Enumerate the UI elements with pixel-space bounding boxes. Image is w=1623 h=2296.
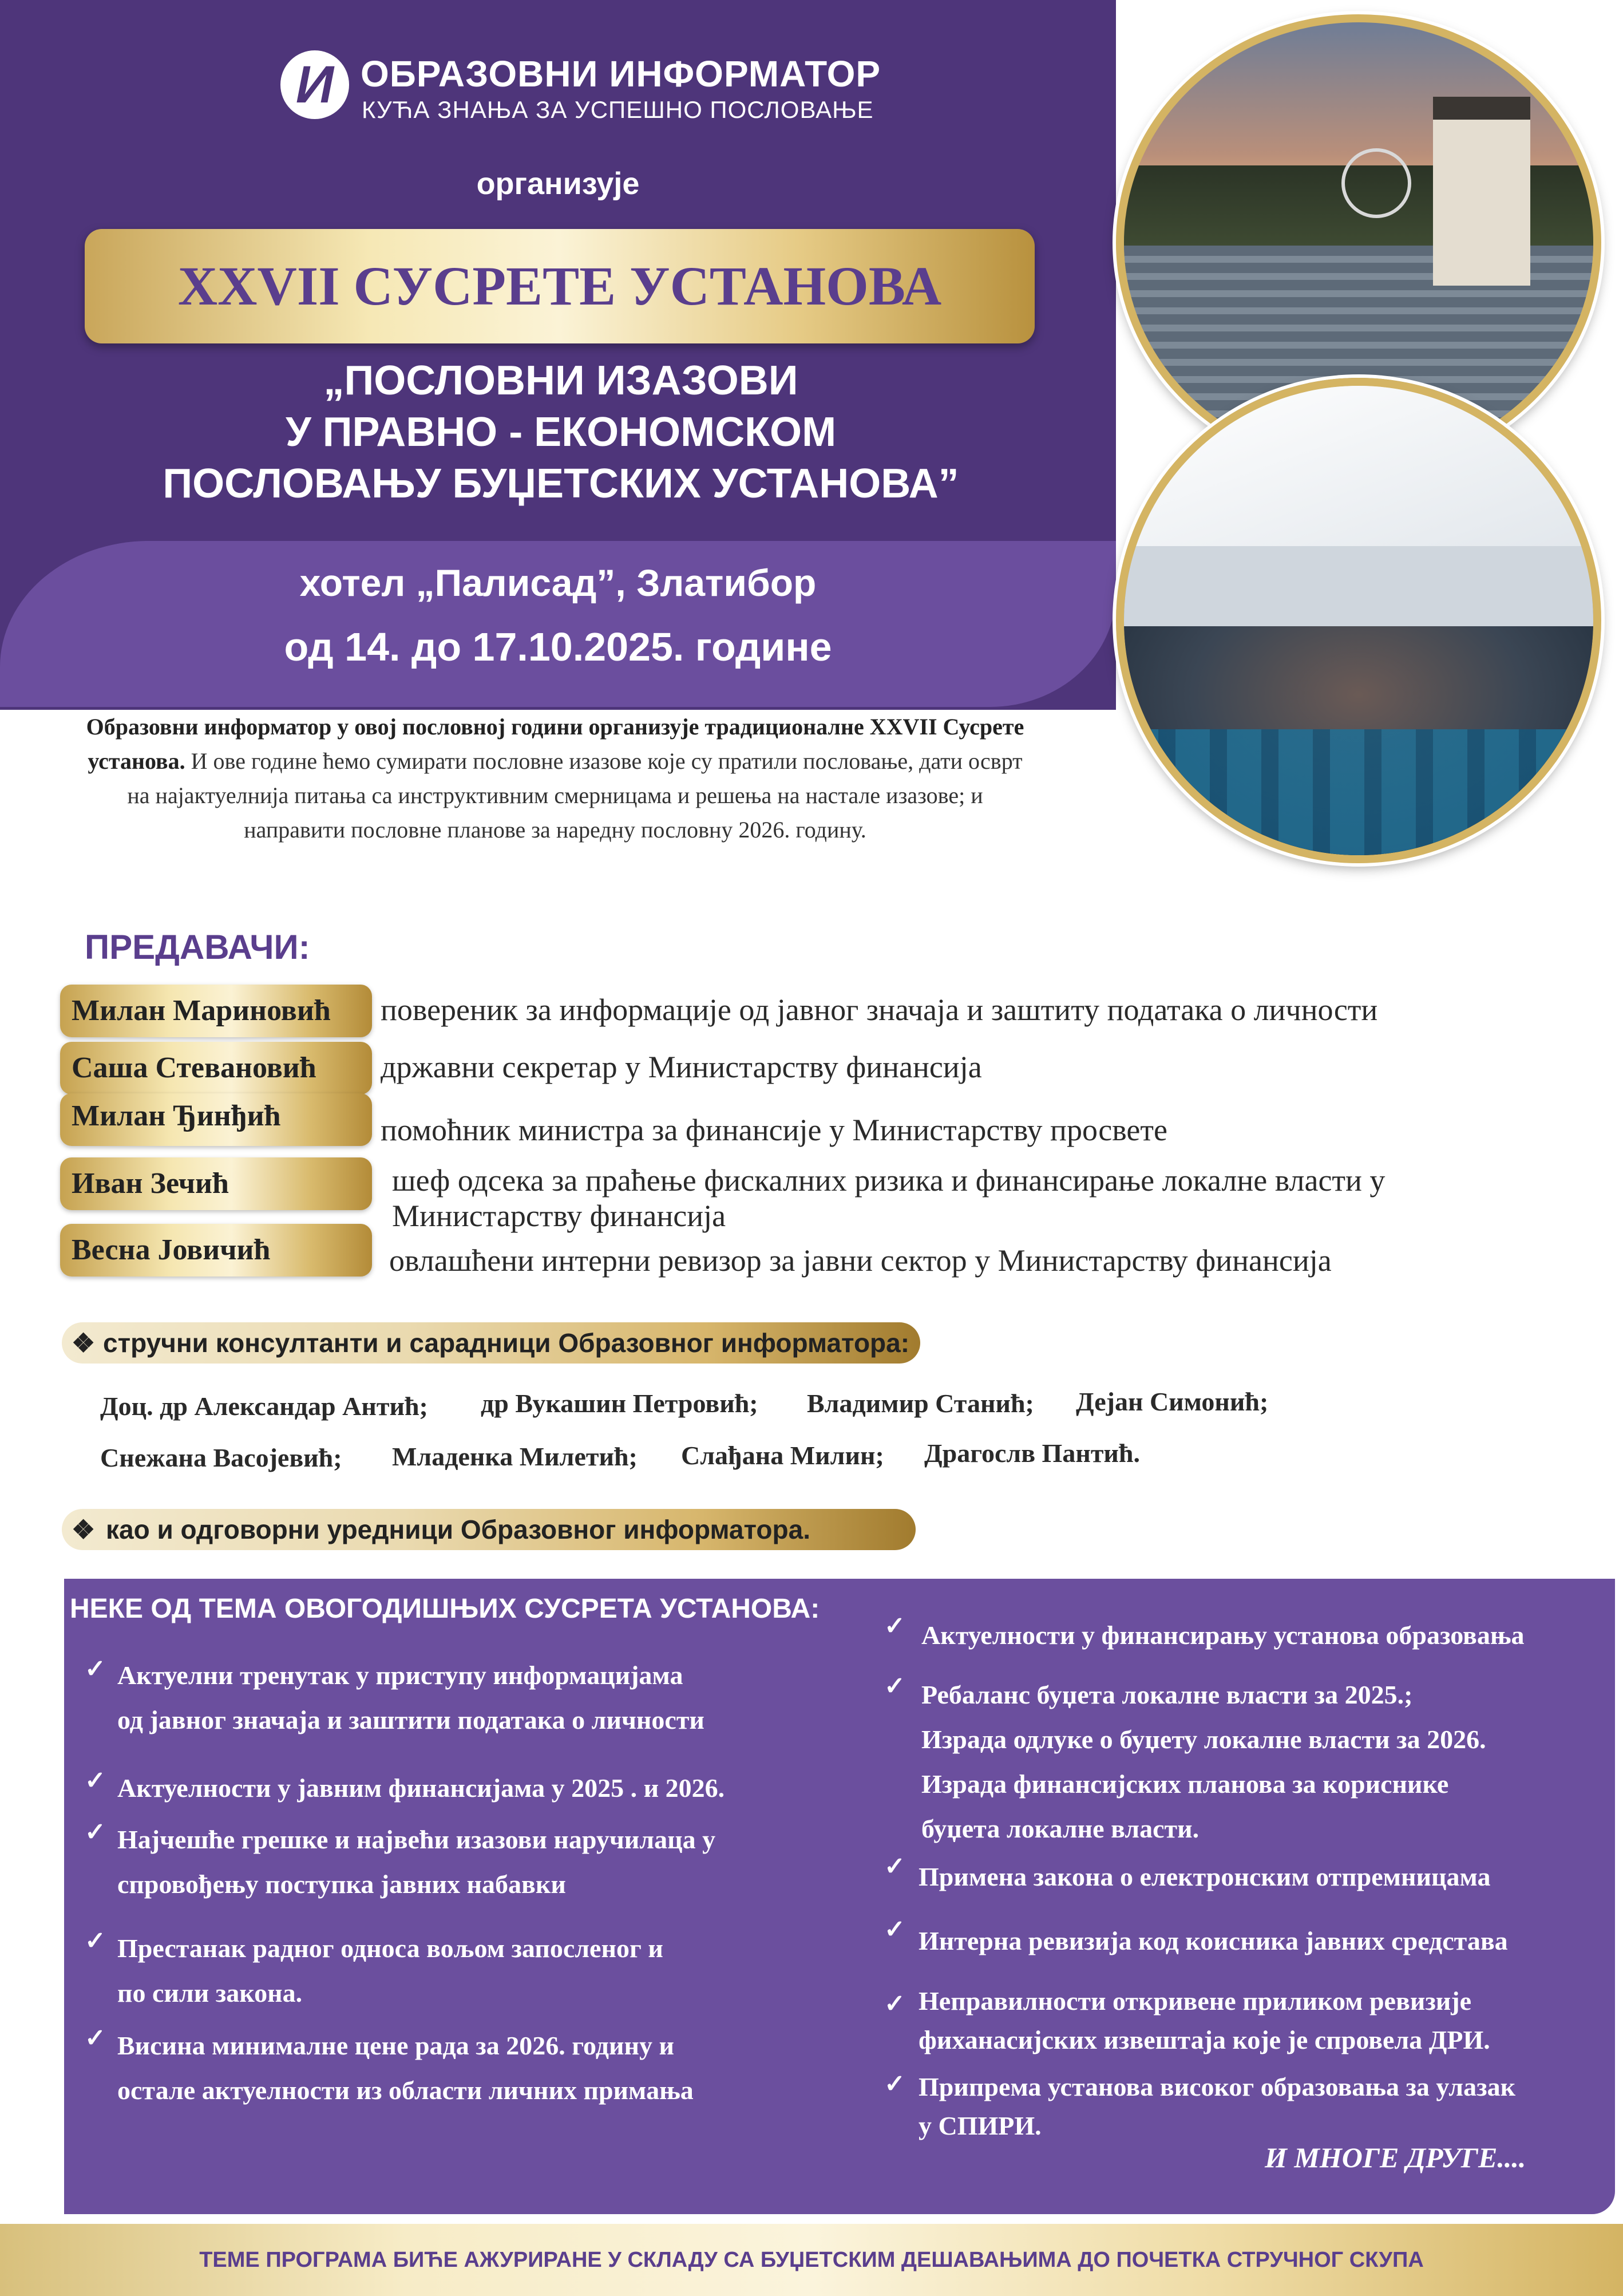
consultant-name: Драгослв Пантић. — [924, 1439, 1141, 1468]
speaker-role: државни секретар у Министарству финансија — [381, 1050, 982, 1084]
logo-icon: И — [280, 50, 349, 119]
topic-item: Интерна ревизија код коисника јавних средстава — [919, 1926, 1508, 1955]
topic-item: Престанак радног односа вољом запосленог и по сили закона. — [117, 1934, 663, 2007]
check-icon: ✓ — [884, 1672, 905, 1700]
check-icon: ✓ — [884, 1852, 905, 1880]
diamond-icon: ❖ — [72, 1328, 96, 1358]
organizes-label: организује — [476, 167, 640, 201]
check-icon: ✓ — [884, 2070, 905, 2098]
venue: хотел „Палисад”, Златибор — [299, 562, 817, 604]
topic-item: Ребаланс буџета локалне власти за 2025.; Израда одлуке о буџету локалне власти за 2026. Израда финансијских планова за кориснике буџета локалне власти. — [921, 1680, 1486, 1843]
speaker-role: повереник за информације од јавног значаја и заштиту података о личности — [381, 993, 1378, 1027]
consultant-name: Владимир Станић; — [807, 1389, 1034, 1418]
consultant-name: Доц. др Александар Антић; — [100, 1392, 428, 1421]
check-icon: ✓ — [85, 1927, 106, 1955]
speakers-title: ПРЕДАВАЧИ: — [85, 928, 310, 966]
topic-item: Актуелности у јавним финансијама у 2025 . и 2026. — [117, 1773, 725, 1803]
intro-bold: Образовни информатор у овој пословној години организује традиционалне XXVII Сусрете установа. — [86, 714, 1024, 774]
event-title: XXVII СУСРЕТЕ УСТАНОВА — [177, 255, 942, 317]
logo-subtitle: КУЋА ЗНАЊА ЗА УСПЕШНО ПОСЛОВАЊЕ — [362, 96, 874, 123]
diamond-icon: ❖ — [72, 1515, 96, 1544]
topic-item: Актуелни тренутак у приступу информацијама од јавног значаја и заштити података о личности — [117, 1661, 704, 1734]
subtitle-line-1: „ПОСЛОВНИ ИЗАЗОВИ — [323, 358, 798, 404]
speaker-role-continued: Министарству финансија — [392, 1199, 726, 1233]
speaker-name: Саша Стевановић — [72, 1052, 316, 1084]
check-icon: ✓ — [884, 1915, 905, 1943]
topic-item: Неправилности откривене приликом ревизије фиханасијских извештаја које је спровела ДРИ. — [919, 1986, 1490, 2054]
check-icon: ✓ — [85, 1655, 106, 1683]
consultant-name: Дејан Симонић; — [1076, 1387, 1269, 1416]
topic-item: Најчешће грешке и највећи изазови наручилаца у спровођењу поступка јавних набавки — [117, 1825, 716, 1899]
check-icon: ✓ — [884, 1990, 905, 2018]
speaker-name: Иван Зечић — [72, 1167, 229, 1200]
subtitle-line-2: У ПРАВНО - ЕКОНОМСКОМ — [285, 409, 837, 455]
conference-hall-photo — [1116, 378, 1601, 863]
intro-text: И ове године ћемо сумирати пословне изазове које су пратили пословање, дати осврт на најактуелнија питања са инструктивним смерницама и решења на настале изазове; и направити пословне планове за наредну пословну 2026. годину. — [127, 748, 1023, 843]
event-subtitle — [114, 355, 1007, 509]
topic-item: Актуелности у финансирању установа образовања — [921, 1621, 1525, 1650]
speaker-role: овлашћени интерни ревизор за јавни сектор у Министарству финансија — [389, 1243, 1332, 1278]
check-icon: ✓ — [85, 1767, 106, 1795]
subtitle-line-3: ПОСЛОВАЊУ БУЏЕТСКИХ УСТАНОВА” — [163, 461, 959, 507]
check-icon: ✓ — [85, 2024, 106, 2052]
speaker-name: Весна Јовичић — [72, 1234, 271, 1266]
consultant-name: Снежана Васојевић; — [100, 1443, 342, 1472]
intro-paragraph — [86, 710, 1024, 847]
speaker-name: Милан Мариновић — [72, 994, 331, 1027]
more-topics: И МНОГЕ ДРУГЕ.... — [1265, 2141, 1526, 2174]
consultant-name: Младенка Милетић; — [392, 1442, 638, 1471]
speaker-role: шеф одсека за праћење фискалних ризика и финансирање локалне власти у — [392, 1163, 1386, 1198]
speaker-role: помоћник министра за финансије у Министарству просвете — [381, 1113, 1167, 1147]
topic-item: Припрема установа високог образовања за улазак у СПИРИ. — [919, 2072, 1516, 2140]
check-icon: ✓ — [884, 1612, 905, 1640]
consultants-label: стручни консултанти и сарадници Образовног информатора: — [103, 1328, 910, 1358]
consultant-name: Слађана Милин; — [681, 1441, 884, 1470]
consultant-name: др Вукашин Петровић; — [481, 1389, 758, 1418]
topic-item: Примена закона о електронским отпремницама — [919, 1862, 1491, 1891]
topic-item: Висина минималне цене рада за 2026. годину и остале актуелности из области личних примања — [117, 2031, 694, 2105]
editors-label: као и одговорни уредници Образовног информатора. — [106, 1515, 810, 1544]
footer-note: ТЕМЕ ПРОГРАМА БИЋЕ АЖУРИРАНЕ У СКЛАДУ СА БУЏЕТСКИМ ДЕШАВАЊИМА ДО ПОЧЕТКА СТРУЧНОГ СКУПА — [199, 2248, 1424, 2272]
event-dates: од 14. до 17.10.2025. године — [284, 625, 832, 669]
logo-title: ОБРАЗОВНИ ИНФОРМАТОР — [361, 53, 881, 94]
topics-title: НЕКЕ ОД ТЕМА ОВОГОДИШЊИХ СУСРЕТА УСТАНОВА: — [70, 1594, 820, 1624]
speaker-name: Милан Ђинђић — [72, 1100, 281, 1132]
check-icon: ✓ — [85, 1818, 106, 1846]
